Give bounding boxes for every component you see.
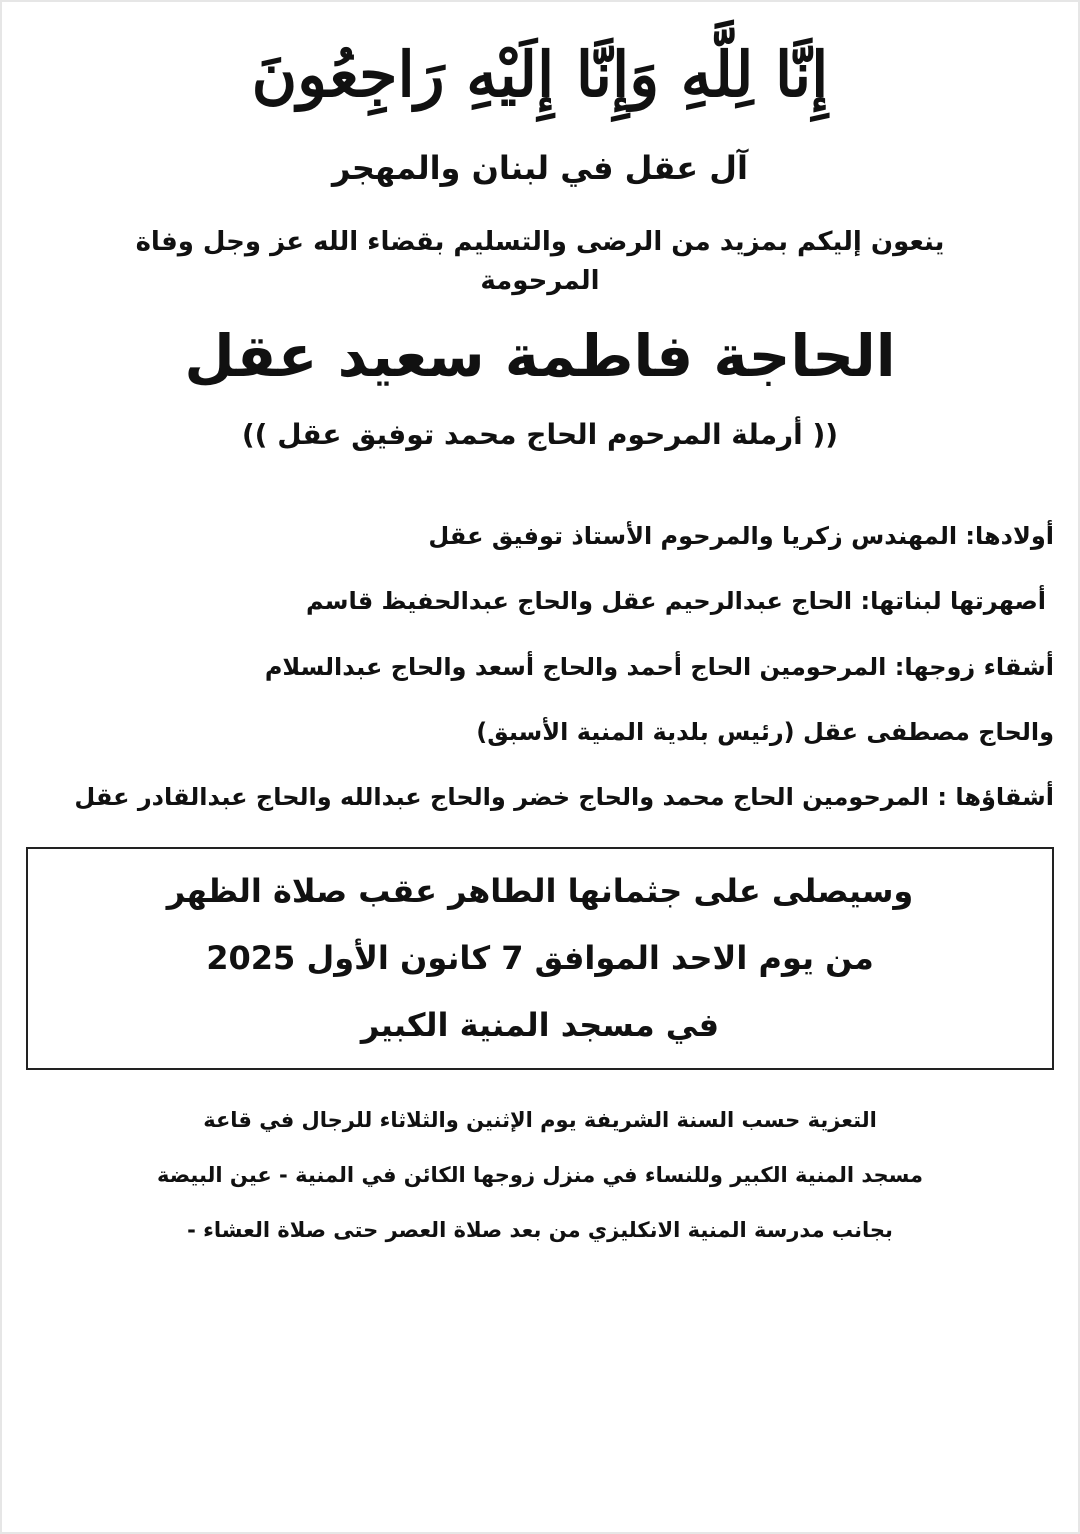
relatives-list <box>26 521 1054 813</box>
relatives-line-husband-brothers-cont: والحاج مصطفى عقل (رئيس بلدية المنية الأسبق) <box>476 717 1054 746</box>
condolence-line: التعزية حسب السنة الشريفة يوم الإثنين والثلاثاء للرجال في قاعة <box>203 1107 877 1132</box>
condolence-line: مسجد المنية الكبير وللنساء في منزل زوجها الكائن في المنية - عين البيضة <box>156 1162 924 1187</box>
announcement-intro-deceased-label: المرحومة <box>480 265 600 296</box>
relatives-line-children: أولادها: المهندس زكريا والمرحوم الأستاذ توفيق عقل <box>428 522 1054 551</box>
relatives-line-brothers: أشقاؤها : المرحومين الحاج محمد والحاج خضر والحاج عبدالله والحاج عبدالقادر عقل <box>74 782 1054 811</box>
family-title: آل عقل في لبنان والمهجر <box>332 148 748 187</box>
condolence-line: بجانب مدرسة المنية الانكليزي من بعد صلاة العصر حتى صلاة العشاء - <box>187 1218 893 1243</box>
quran-calligraphy-heading: إِنَّا لِلَّهِ وَإِنَّا إِلَيْهِ رَاجِعُونَ <box>251 38 829 111</box>
relatives-line-husband-brothers: أشقاء زوجها: المرحومين الحاج أحمد والحاج أسعد والحاج عبدالسلام <box>264 652 1054 681</box>
announcement-intro: ينعون إليكم بمزيد من الرضى والتسليم بقضاء الله عز وجل وفاة <box>135 226 945 257</box>
funeral-location-line: في مسجد المنية الكبير <box>360 1005 720 1044</box>
relatives-line-sons-in-law: أصهرتها لبناتها: الحاج عبدالرحيم عقل والحاج عبدالحفيظ قاسم <box>306 587 1046 616</box>
funeral-prayer-line: وسيصلى على جثمانها الطاهر عقب صلاة الظهر <box>166 872 914 911</box>
deceased-name: الحاجة فاطمة سعيد عقل <box>184 321 896 390</box>
funeral-date-line: من يوم الاحد الموافق 7 كانون الأول 2025 <box>206 938 874 977</box>
funeral-prayer-box <box>26 847 1054 1069</box>
widow-of-line: (( أرملة المرحوم الحاج محمد توفيق عقل )) <box>241 418 839 452</box>
